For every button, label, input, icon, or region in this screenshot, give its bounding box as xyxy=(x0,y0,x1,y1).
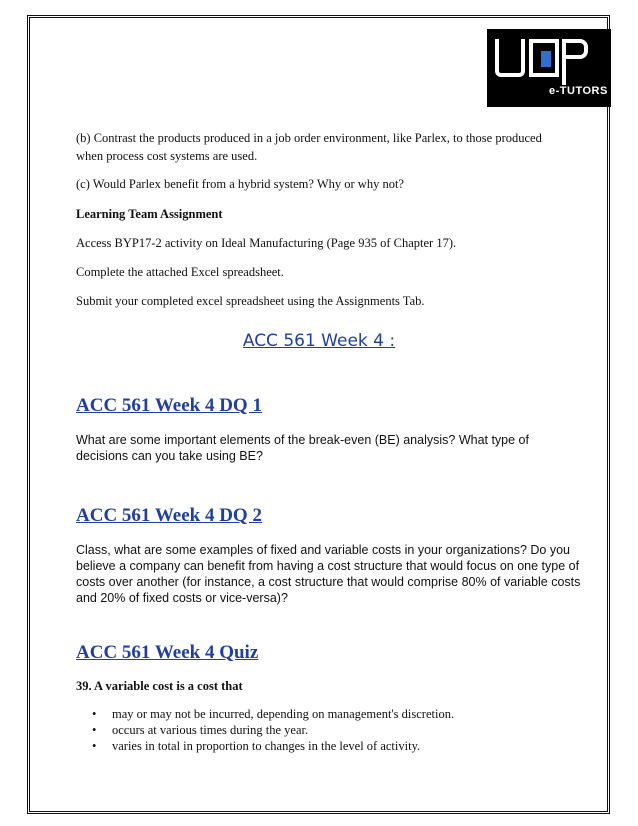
bullet-icon: • xyxy=(92,739,97,753)
bullet-icon: • xyxy=(92,723,97,737)
quiz-option: varies in total in proportion to changes in the level of activity. xyxy=(112,739,421,753)
quiz-option: occurs at various times during the year. xyxy=(112,723,309,737)
quiz-question: 39. A variable cost is a cost that xyxy=(76,679,243,693)
submit-instruction: Submit your completed excel spreadsheet using the Assignments Tab. xyxy=(76,294,425,308)
access-instruction: Access BYP17-2 activity on Ideal Manufacturing (Page 935 of Chapter 17). xyxy=(76,236,457,250)
week-title: ACC 561 Week 4 : xyxy=(242,331,396,351)
logo-letter-p xyxy=(562,39,588,85)
quiz-heading-link[interactable]: ACC 561 Week 4 Quiz xyxy=(76,642,259,663)
list-item xyxy=(92,738,454,754)
dq2-body: Class, what are some examples of fixed and variable costs in your organizations? Do you believe a company can benefit from having a cost structure that would focus on one type of costs over another (for instance, a cost structure that would comprise 80% of variable costs and 20% of fixed costs or vice-versa)? xyxy=(76,543,581,605)
dq2-heading-link[interactable]: ACC 561 Week 4 DQ 2 xyxy=(76,505,262,526)
learning-team-heading: Learning Team Assignment xyxy=(76,207,223,221)
quiz-option: may or may not be incurred, depending on management's discretion. xyxy=(112,707,455,721)
list-item xyxy=(92,722,454,738)
logo-letter-o-fill xyxy=(541,51,551,67)
bullet-icon: • xyxy=(92,707,97,721)
list-item xyxy=(92,706,454,722)
dq1-body: What are some important elements of the break-even (BE) analysis? What type of decisions can you take using BE? xyxy=(76,433,529,463)
dq1-heading-link[interactable]: ACC 561 Week 4 DQ 1 xyxy=(76,395,262,416)
logo-letter-u xyxy=(495,39,525,77)
logo-letter-o xyxy=(529,39,559,77)
logo-text: e-TUTORS xyxy=(549,85,608,97)
uop-etutors-logo xyxy=(487,29,611,107)
question-b-line1: (b) Contrast the products produced in a job order environment, like Parlex, to those produced xyxy=(76,131,542,145)
quiz-options-list xyxy=(92,706,454,754)
logo-letter-p-bowl xyxy=(566,39,588,59)
question-c: (c) Would Parlex benefit from a hybrid system? Why or why not? xyxy=(76,177,404,191)
complete-instruction: Complete the attached Excel spreadsheet. xyxy=(76,265,284,279)
question-b-line2: when process cost systems are used. xyxy=(76,149,258,163)
